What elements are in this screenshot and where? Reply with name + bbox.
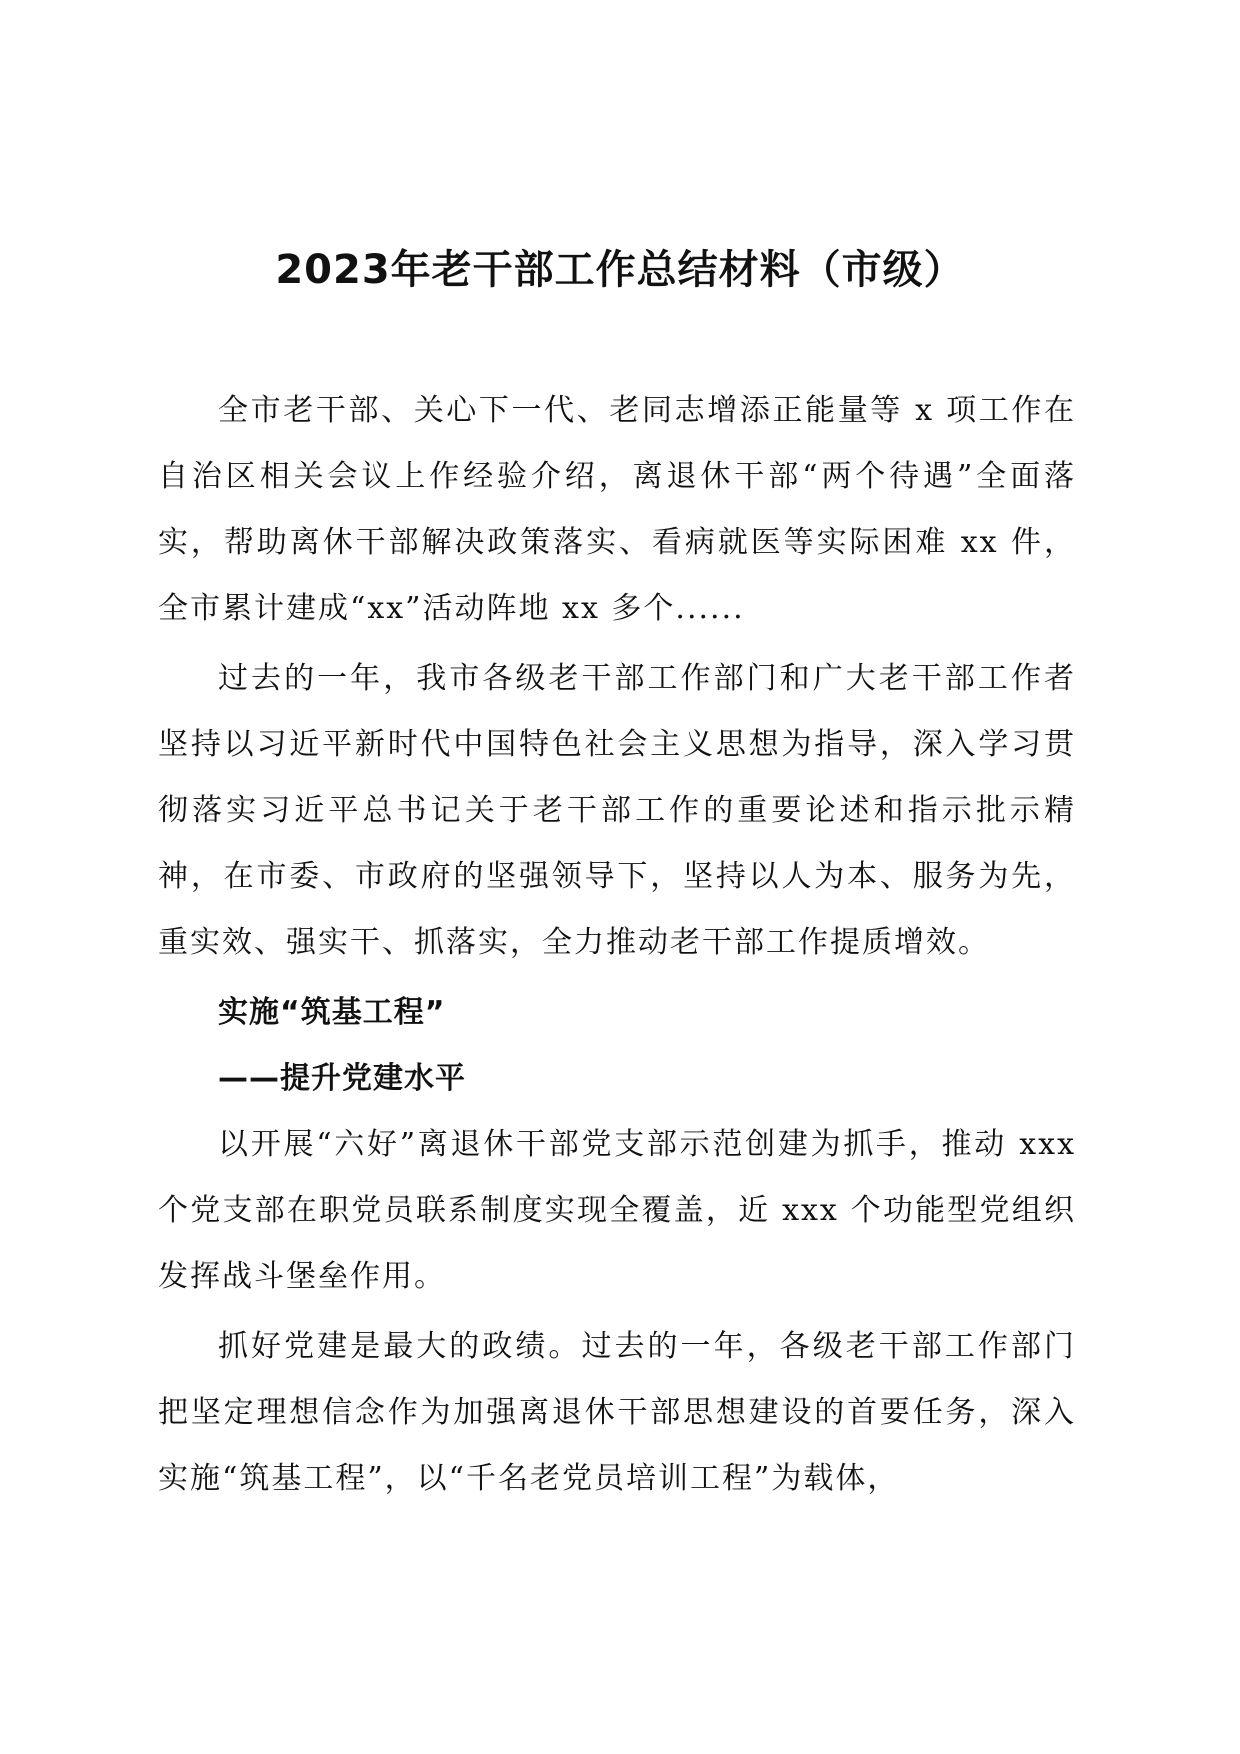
document-title: 2023年老干部工作总结材料（市级） <box>275 247 965 293</box>
intro-paragraph-1: 全市老干部、关心下一代、老同志增添正能量等 x 项工作在自治区相关会议上作经验介绍，离退休干部“两个待遇”全面落实，帮助离休干部解决政策落实、看病就医等实际困难 xx 件，全市累计建成“xx”活动阵地 xx 多个...... <box>158 393 1076 626</box>
section-paragraph-2: 抓好党建是最大的政绩。过去的一年，各级老干部工作部门把坚定理想信念作为加强离退休干部思想建设的首要任务，深入实施“筑基工程”，以“千名老党员培训工程”为载体， <box>158 1329 1076 1496</box>
section-subheading: ——提升党建水平 <box>218 1061 466 1096</box>
document-body <box>158 378 1076 1516</box>
intro-paragraph-2: 过去的一年，我市各级老干部工作部门和广大老干部工作者坚持以习近平新时代中国特色社会主义思想为指导，深入学习贯彻落实习近平总书记关于老干部工作的重要论述和指示批示精神，在市委、市政府的坚强领导下，坚持以人为本、服务为先，重实效、强实干、抓落实，全力推动老干部工作提质增效。 <box>158 661 1076 960</box>
section-heading: 实施“筑基工程” <box>218 995 446 1030</box>
section-paragraph-1: 以开展“六好”离退休干部党支部示范创建为抓手，推动 xxx 个党支部在职党员联系制度实现全覆盖，近 xxx 个功能型党组织发挥战斗堡垒作用。 <box>158 1127 1076 1294</box>
